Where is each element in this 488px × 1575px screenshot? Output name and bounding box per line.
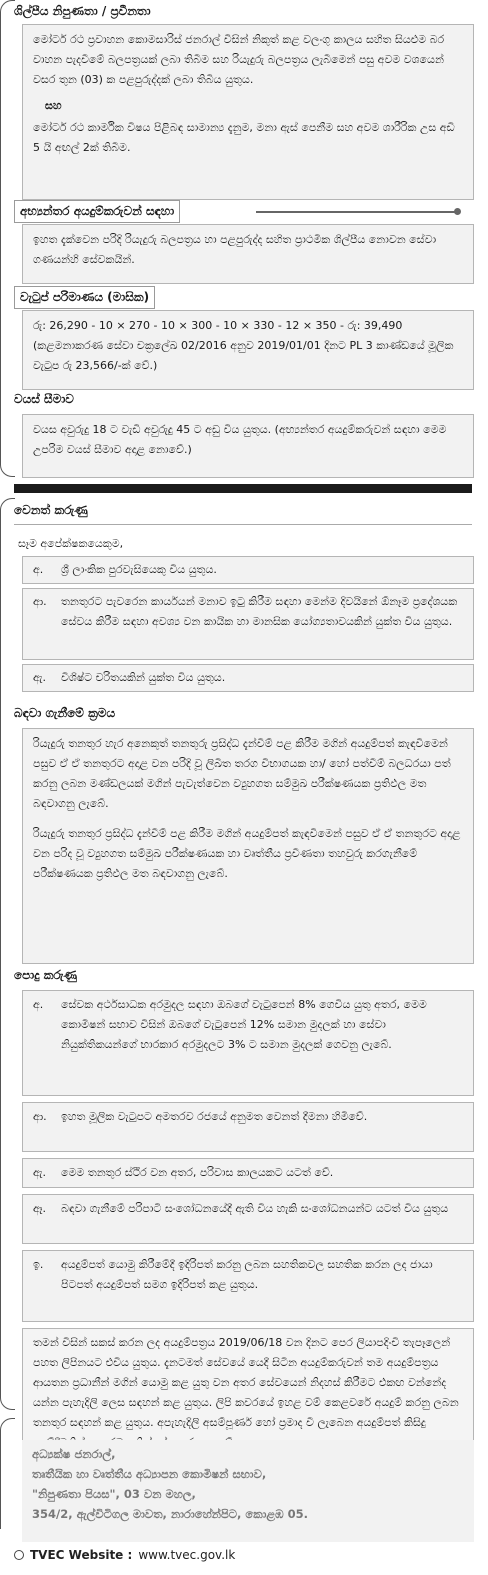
salary-heading: වැටුප් පරිමාණය (මාසික) bbox=[14, 286, 155, 309]
closing-paragraph: තමන් විසින් සකස් කරන ලද අයදුම්පත්‍රය 2019/06/18 වන දිනට පෙර ලියාපදිංචි තැපෑලෙන් පහත ලිපිනයට එවිය යුතුය. දැනටමත් සේවයේ යෙදී සිටින අයදුම්කරුවන් තම අයදුම්පත්‍රය ආයතන ප්‍රධානීන් මගින් යොමු කළ යුතු වන අතර සේවයෙන් නිදහස් කිරීමට එකඟ වන්නේද යන්න පැහැදිලි ලෙස සඳහන් කළ යුතුය. ලිපි කවරයේ ඉහළ වම් කෙළවරේ අයදුම් කරනු ලබන තනතුර සඳහන් කළ යුතුය. අපැහැදිලි අසම්පූර්ණ හෝ ප්‍රමාද වී ලැබෙන අයදුම්පත් කිසිදු bbox=[33, 1336, 459, 1429]
address-block bbox=[22, 1440, 474, 1542]
website-line bbox=[14, 1548, 235, 1562]
recruit-paragraph-1: රියැදුරු තනතුර හැර අනෙකුත් තනතුරු ප්‍රසිද්ධ දැන්වීම් පළ කිරීම මගින් අයදුම්පත් කැඳවීමෙන් පසුව ඒ ඒ තනතුරට අදාළ වන පරිදි වූ ලිඛිත තරග විභාගයක හා/ හෝ පත්වීම් බලධරයා පත් කරනු ලබන මණ්ඩලයක් මගින් පැවැත්වෙන ව්‍යුහගත සම්මුඛ පරීක්ෂණයක ප්‍රතිඵල මත බඳවාගනු ලැබේ. bbox=[33, 737, 451, 810]
general-item-5 bbox=[22, 1250, 474, 1322]
age-heading: වයස් සීමාව bbox=[14, 392, 74, 406]
list-marker: ඉ. bbox=[33, 1258, 44, 1271]
recruit-paragraph-2: රියැදුරු තනතුර ප්‍රසිද්ධ දැන්වීම් පළ කිරීම මගින් අයදුම්පත් කැඳවීමෙන් පසුව ඒ ඒ තනතුරට අදාළ වන පරිද වූ ව්‍යුහගත සම්මුඛ පරීක්ෂණයක හා වෘත්තීය ප්‍රවීණතා තහවුරු කරගැනීමේ පරීක්ෂණයක ප්‍රතිඵල මත බඳවාගනු ලැබේ. bbox=[33, 827, 461, 880]
list-marker: අ. bbox=[33, 563, 44, 576]
address-line-2: තෘතීයික හා වෘත්තීය අධ්‍යාපන කොමිෂන් සභාව, bbox=[32, 1467, 267, 1481]
list-marker: ඇ. bbox=[33, 1166, 47, 1179]
recruit-box bbox=[22, 728, 474, 964]
website-label: TVEC Website : bbox=[30, 1548, 133, 1562]
other-item-2 bbox=[22, 588, 474, 660]
list-marker: ඈ. bbox=[33, 1202, 47, 1215]
other-rule bbox=[14, 524, 472, 525]
section-bracket-middle bbox=[0, 498, 15, 1410]
list-text: විශිෂ්ට චරිතයකින් යුක්ත විය යුතුය. bbox=[61, 671, 226, 684]
skills-heading: ශිල්පීය නිපුණතා / ප්‍රවීනතා bbox=[14, 4, 151, 18]
internal-paragraph: ඉහත දැක්වෙන පරිදි රියැදුරු බලපත්‍රය හා පළපුරුද්ද සහිත ප්‍රාථමික ශිල්පීය නොවන සේවා ගණයන්හි සේවකයින්. bbox=[33, 233, 437, 266]
heading-rule bbox=[256, 211, 456, 213]
section-bracket-bottom bbox=[0, 1418, 15, 1529]
list-marker: ඇ. bbox=[33, 671, 47, 684]
skills-box bbox=[22, 24, 474, 200]
list-marker: ආ. bbox=[33, 1110, 47, 1123]
general-heading: පොදු කරුණු bbox=[14, 968, 78, 982]
list-text: මෙම තනතුර ස්ථිර වන අතර, පරිවාස කාලයකට යටත් වේ. bbox=[61, 1166, 334, 1179]
heading-rule-dot bbox=[454, 208, 461, 215]
list-text: තනතුරට පැවරෙන කාර්යයන් මනාව ඉටු කිරීම සඳහා මෙන්ම දිවයිනේ ඕනෑම ප්‍රදේශයක සේවය කිරීම සඳහා අවශ්‍ය වන කායික හා මානසික යෝග්‍යතාවයකින් යුක්ත විය යුතුය. bbox=[61, 595, 458, 628]
address-line-4: 354/2, ඇල්විටිගල මාවත, නාරාහේන්පිට, කොළඹ 05. bbox=[32, 1507, 309, 1521]
salary-scale: රු: 26,290 - 10 × 270 - 10 × 300 - 10 × 330 - 12 × 350 - රු: 39,490 bbox=[33, 319, 403, 332]
other-item-1 bbox=[22, 556, 474, 584]
other-intro: සෑම අපේක්ෂකයෙකුම, bbox=[18, 537, 124, 550]
general-item-3 bbox=[22, 1158, 474, 1188]
list-text: ශ්‍රී ලාංකික පුරවැසියෙකු විය යුතුය. bbox=[61, 563, 217, 576]
circle-icon bbox=[14, 1550, 24, 1560]
list-text: ඉහත මූලික වැටුපට අමතරව රජයේ අනුමත වෙනත් දීමනා හිමිවේ. bbox=[61, 1110, 368, 1123]
list-text: සේවක අර්ථසාධක අරමුදල සඳහා ඔබගේ වැටුපෙන් 8% ගෙවිය යුතු අතර, මෙම කොමිෂන් සභාව විසින් ඔබගේ වැටුපෙන් 12% සමාන මුදලක් හා සේවා නියුක්තිකයන්ගේ භාරකාර අරමුදලට 3% ට සමාන මුදලක් ගෙවනු ලැබේ. bbox=[61, 998, 427, 1051]
list-marker: අ. bbox=[33, 998, 44, 1011]
website-url[interactable]: www.tvec.gov.lk bbox=[138, 1548, 236, 1562]
address-line-3: "නිපුණතා පියස", 03 වන මහල, bbox=[32, 1487, 196, 1501]
general-item-1 bbox=[22, 990, 474, 1096]
internal-box bbox=[22, 224, 474, 284]
section-divider-bar bbox=[14, 484, 472, 493]
salary-note: (කළමනාකරණ සේවා චක්‍රලේඛ 02/2016 අනුව 2019/01/01 දිනට PL 3 කාණ්ඩයේ මූලික වැටුප රු 23,566/-ක් වේ.) bbox=[33, 339, 454, 372]
other-heading: වෙනත් කරුණු bbox=[14, 503, 88, 517]
skills-paragraph-1: මෝටර් රථ ප්‍රවාහන කොමසාරිස් ජනරාල් විසින් නිකුත් කළ වලංගු කාලය සහිත සියළුම බර වාහන පැදවීමේ බලපත්‍රයක් ලබා තිබීම සහ රියැදුරු බලපත්‍රය ලැබීමෙන් පසු අවම වශයෙන් වසර තුන (03) ක පළපුරුද්දක් ලබා තිබිය යුතුය. bbox=[33, 33, 445, 86]
section-bracket-top bbox=[0, 0, 15, 477]
skills-paragraph-2: මෝටර් රථ කාර්මික විෂය පිළිබඳ සාමාන්‍ය දැනුම, මනා ඇස් පෙනීම සහ අවම ශාරීරික උස අඩි 5 යි අඟල් 2ක් තිබීම. bbox=[33, 121, 455, 154]
list-text: බඳවා ගැනීමේ පරිපාටි සංශෝධනයේදී ඇති විය හැකි සංශෝධනයන්ට යටත් විය යුතුය bbox=[61, 1202, 449, 1215]
general-item-2 bbox=[22, 1102, 474, 1152]
list-text: අයදුම්පත් යොමු කිරීමේදී ඉදිරිපත් කරනු ලබන සහතිකවල සහතික කරන ලද ජායා පිටපත් අයදුම්පත් සමග ඉදිරිපත් කළ යුතුය. bbox=[61, 1258, 433, 1291]
recruit-heading: බඳවා ගැනීමේ ක්‍රමය bbox=[14, 706, 116, 720]
salary-box bbox=[22, 310, 474, 390]
list-marker: ආ. bbox=[33, 595, 47, 608]
skills-and-label: සහ bbox=[45, 99, 62, 112]
internal-heading: අභ්‍යන්තර අයදුම්කරුවන් සඳහා bbox=[14, 200, 180, 223]
age-paragraph: වයස අවුරුදු 18 ට වැඩි අවුරුදු 45 ට අඩු විය යුතුය. (අභ්‍යන්තර අයදුම්කරුවන් සඳහා මෙම උපරිම වයස් සීමාව අදාළ නොවේ.) bbox=[33, 423, 447, 456]
general-item-4 bbox=[22, 1194, 474, 1244]
other-item-3 bbox=[22, 664, 474, 692]
age-box bbox=[22, 414, 474, 478]
address-line-1: අධ්‍යක්ෂ ජනරාල්, bbox=[32, 1447, 116, 1461]
